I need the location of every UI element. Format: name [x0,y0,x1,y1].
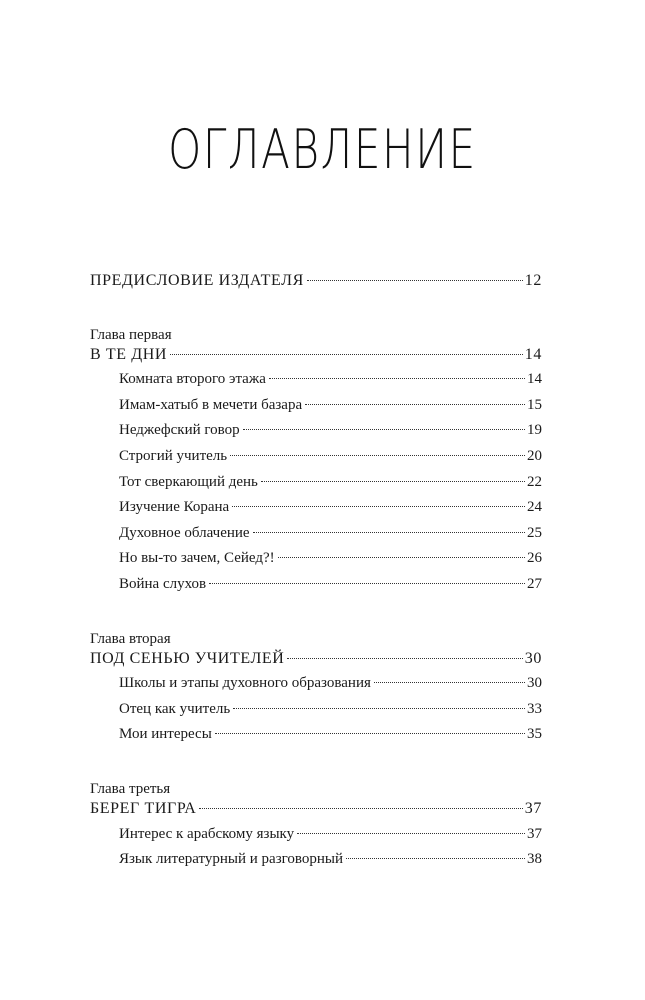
toc-page-number: 15 [527,396,542,413]
dot-leader [307,280,523,281]
dot-leader [215,733,525,734]
toc-entry-section[interactable] [90,851,542,877]
toc-entry-section[interactable] [90,474,542,500]
toc-entry-label: Интерес к арабскому языку [119,825,295,842]
toc-page-number: 30 [524,649,542,667]
toc-page-number: 27 [527,575,542,592]
toc-entry-section[interactable] [90,448,542,474]
toc-entry-section[interactable] [90,397,542,423]
toc-entry-section[interactable] [90,499,542,525]
dot-leader [261,481,525,482]
dot-leader [232,506,525,507]
dot-leader [209,583,525,584]
toc-entry-label: В ТЕ ДНИ [90,345,168,363]
toc-page-number: 14 [524,345,542,363]
table-of-contents [90,272,542,877]
toc-entry-section[interactable] [90,525,542,551]
toc-entry-label: БЕРЕГ ТИГРА [90,799,197,817]
toc-entry-label: Отец как учитель [119,700,231,717]
toc-entry-section[interactable] [90,422,542,448]
toc-entry-label: Тот сверкающий день [119,473,258,490]
toc-page-number: 26 [527,550,542,567]
toc-entry-chapter[interactable] [90,346,542,372]
dot-leader [253,532,525,533]
dot-leader [269,378,525,379]
toc-entry-label: Строгий учитель [119,447,228,464]
dot-leader [305,404,525,405]
toc-page-number: 25 [527,524,542,541]
toc-entry-label: Комната второго этажа [119,371,266,388]
dot-leader [199,808,522,809]
dot-leader [243,429,525,430]
dot-leader [278,557,525,558]
chapter-block [90,628,542,752]
toc-page-number: 20 [527,447,542,464]
toc-entry-label: Имам-хатыб в мечети базара [119,396,303,413]
toc-entry-section[interactable] [90,701,542,727]
chapter-heading: Глава вторая [90,630,171,647]
toc-page-number: 24 [527,499,542,516]
toc-entry-label: Изучение Корана [119,499,230,516]
toc-entry-section[interactable] [90,550,542,576]
toc-page-number: 38 [527,851,542,868]
toc-page-number: 14 [527,371,542,388]
toc-entry-chapter[interactable] [90,650,542,676]
toc-entry-preface[interactable] [90,272,542,298]
chapter-block [90,778,542,877]
toc-entry-section[interactable] [90,826,542,852]
toc-entry-section[interactable] [90,675,542,701]
toc-page-number: 30 [527,675,542,692]
toc-entry-section[interactable] [90,726,542,752]
toc-entry-label: Мои интересы [119,726,212,743]
dot-leader [297,833,525,834]
toc-page-number: 22 [527,473,542,490]
toc-entry-label: Школы и этапы духовного образования [119,675,371,692]
toc-page-number: 12 [524,272,542,289]
dot-leader [230,455,525,456]
toc-page-number: 37 [527,825,542,842]
toc-entry-section[interactable] [90,371,542,397]
toc-entry-label: ПРЕДИСЛОВИЕ ИЗДАТЕЛЯ [90,272,304,289]
toc-page-number: 37 [524,799,542,817]
dot-leader [346,858,525,859]
toc-entry-label: Духовное облачение [119,524,250,541]
toc-entry-label: ПОД СЕНЬЮ УЧИТЕЛЕЙ [90,649,285,667]
toc-entry-chapter[interactable] [90,800,542,826]
toc-entry-label: Война слухов [119,575,207,592]
toc-page-number: 33 [527,700,542,717]
toc-entry-label: Язык литературный и разговорный [119,851,344,868]
dot-leader [170,354,523,355]
dot-leader [374,682,525,683]
toc-entry-label: Но вы-то зачем, Сейед?! [119,550,275,567]
toc-entry-section[interactable] [90,576,542,602]
toc-page-number: 19 [527,422,542,439]
toc-page-number: 35 [527,726,542,743]
page-title: ОГЛАВЛЕНИЕ [168,118,477,181]
dot-leader [233,708,525,709]
chapter-block [90,324,542,602]
chapter-heading: Глава первая [90,326,172,343]
chapter-heading: Глава третья [90,780,171,797]
toc-entry-label: Неджефский говор [119,422,240,439]
dot-leader [287,658,522,659]
